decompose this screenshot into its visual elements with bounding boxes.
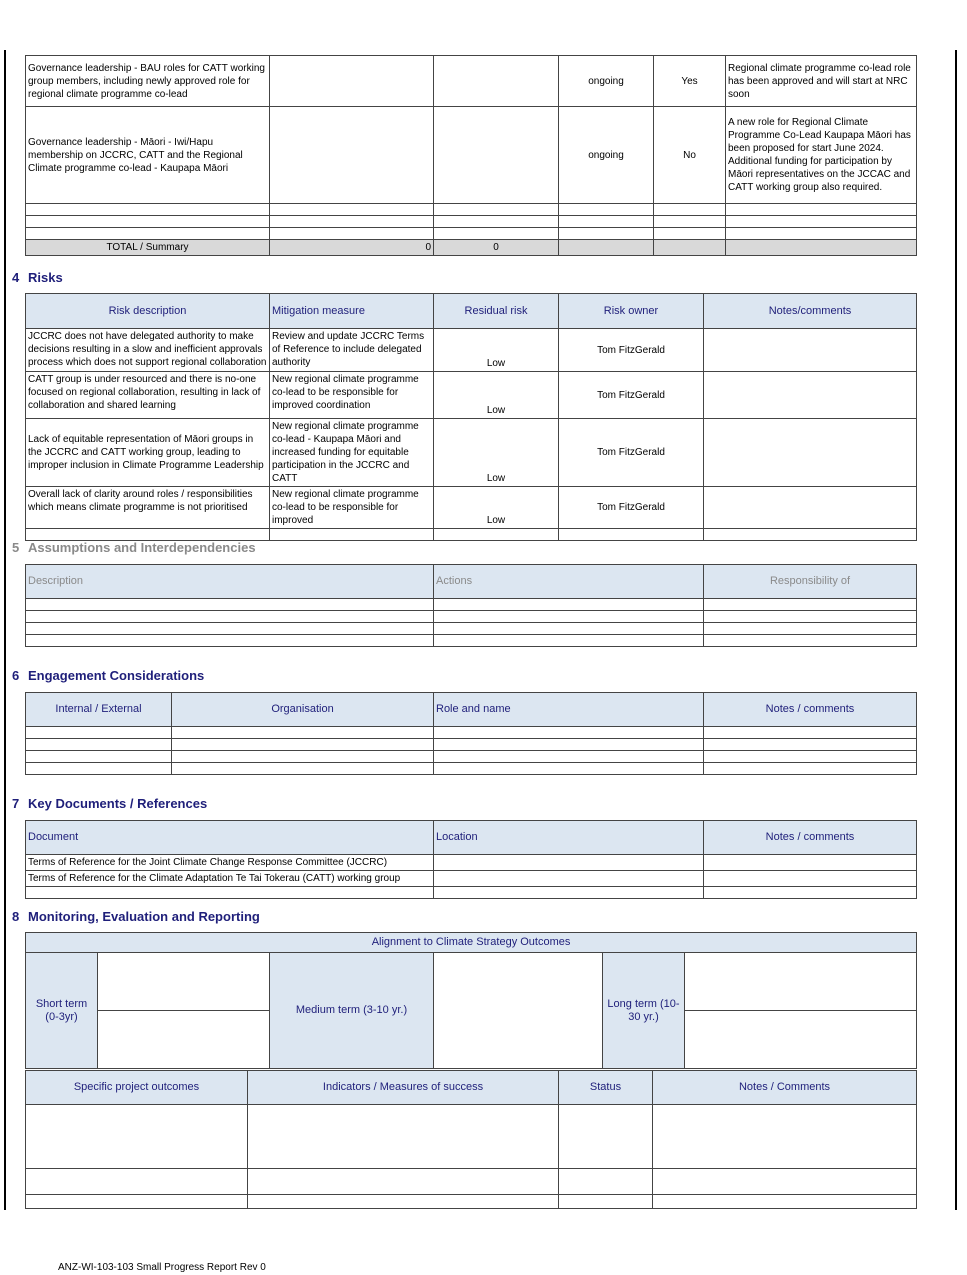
risk-description: CATT group is under resourced and there is no-one focused on regional collaboration, resulting in lack of collaboration and shared learning bbox=[26, 372, 270, 419]
governance-description: Governance leadership - Māori - Iwi/Hapu membership on JCCRC, CATT and the Regional Climate programme co-lead - Kaupapa Māori bbox=[26, 107, 270, 204]
document-footer: ANZ-WI-103-103 Small Progress Report Rev 0 bbox=[58, 1262, 266, 1273]
short-term-label: Short term (0-3yr) bbox=[26, 953, 98, 1069]
table-row bbox=[26, 419, 917, 487]
medium-term-label: Medium term (3-10 yr.) bbox=[270, 953, 434, 1069]
alignment-header: Alignment to Climate Strategy Outcomes bbox=[26, 933, 917, 953]
risk-owner: Tom FitzGerald bbox=[559, 419, 704, 487]
table-row bbox=[26, 487, 917, 529]
governance-status: ongoing bbox=[559, 107, 654, 204]
column-header: Description bbox=[26, 565, 434, 599]
column-header: Role and name bbox=[434, 693, 704, 727]
risks-table bbox=[25, 293, 917, 541]
right-margin-line bbox=[955, 50, 957, 1210]
governance-notes: A new role for Regional Climate Programme Co-Lead Kaupapa Māori has been proposed for start June 2024. Additional funding for participation by Māori representatives on the JCCAC and CATT working group also required. bbox=[726, 107, 917, 204]
column-header: Notes / comments bbox=[704, 821, 917, 855]
governance-cell bbox=[270, 107, 434, 204]
column-header: Risk description bbox=[26, 294, 270, 329]
documents-table bbox=[25, 820, 917, 899]
engagement-table bbox=[25, 692, 917, 775]
table-row bbox=[26, 751, 917, 763]
table-row bbox=[26, 871, 917, 887]
risk-residual: Low bbox=[434, 487, 559, 529]
risk-owner: Tom FitzGerald bbox=[559, 372, 704, 419]
table-header-row bbox=[26, 933, 917, 953]
document-name: Terms of Reference for the Climate Adaptation Te Tai Tokerau (CATT) working group bbox=[26, 871, 434, 887]
risk-residual: Low bbox=[434, 372, 559, 419]
risk-mitigation: Review and update JCCRC Terms of Reference to include delegated authority bbox=[270, 329, 434, 372]
table-row bbox=[26, 216, 917, 228]
table-row bbox=[26, 1169, 917, 1195]
risk-owner: Tom FitzGerald bbox=[559, 487, 704, 529]
column-header: Notes / comments bbox=[704, 693, 917, 727]
table-row bbox=[26, 1105, 917, 1169]
column-header: Document bbox=[26, 821, 434, 855]
table-header-row bbox=[26, 693, 917, 727]
risk-owner: Tom FitzGerald bbox=[559, 329, 704, 372]
risk-residual: Low bbox=[434, 419, 559, 487]
table-row bbox=[26, 739, 917, 751]
total-row bbox=[26, 240, 917, 256]
column-header: Status bbox=[559, 1071, 653, 1105]
column-header: Location bbox=[434, 821, 704, 855]
risk-mitigation: New regional climate programme co-lead - Kaupapa Māori and increased funding for equitable participation in the JCCRC and CATT bbox=[270, 419, 434, 487]
governance-cell bbox=[434, 107, 559, 204]
assumptions-table bbox=[25, 564, 917, 647]
governance-description: Governance leadership - BAU roles for CATT working group members, including newly approved role for regional climate programme co-lead bbox=[26, 56, 270, 107]
left-margin-line bbox=[4, 50, 6, 1210]
risk-notes bbox=[704, 419, 917, 487]
risk-description: Overall lack of clarity around roles / responsibilities which means climate programme is not prioritised bbox=[26, 487, 270, 529]
table-header-row bbox=[26, 1071, 917, 1105]
risk-mitigation: New regional climate programme co-lead to be responsible for improved bbox=[270, 487, 434, 529]
table-row bbox=[26, 611, 917, 623]
governance-cell bbox=[434, 56, 559, 107]
outcomes-table bbox=[25, 1070, 917, 1209]
total-value-a: 0 bbox=[270, 240, 434, 256]
section-title-monitoring: 8 Monitoring, Evaluation and Reporting bbox=[12, 909, 260, 924]
risk-description: Lack of equitable representation of Māori groups in the JCCRC and CATT working group, leading to improper inclusion in Climate Programme Leadership bbox=[26, 419, 270, 487]
table-row bbox=[26, 228, 917, 240]
column-header: Organisation bbox=[172, 693, 434, 727]
column-header: Internal / External bbox=[26, 693, 172, 727]
table-row bbox=[26, 763, 917, 775]
table-header-row bbox=[26, 565, 917, 599]
column-header: Specific project outcomes bbox=[26, 1071, 248, 1105]
table-row bbox=[26, 107, 917, 204]
total-label: TOTAL / Summary bbox=[26, 240, 270, 256]
table-row bbox=[26, 887, 917, 899]
column-header: Risk owner bbox=[559, 294, 704, 329]
table-row bbox=[26, 372, 917, 419]
alignment-table bbox=[25, 932, 917, 1069]
table-header-row bbox=[26, 821, 917, 855]
risk-notes bbox=[704, 487, 917, 529]
section-title-assumptions: 5 Assumptions and Interdependencies bbox=[12, 540, 256, 555]
table-row bbox=[26, 953, 917, 1011]
risk-residual: Low bbox=[434, 329, 559, 372]
section-title-documents: 7 Key Documents / References bbox=[12, 796, 208, 811]
section-title-risks: 4 Risks bbox=[12, 270, 63, 285]
long-term-label: Long term (10-30 yr.) bbox=[603, 953, 685, 1069]
column-header: Notes / Comments bbox=[653, 1071, 917, 1105]
table-row bbox=[26, 1195, 917, 1209]
table-row bbox=[26, 727, 917, 739]
table-row bbox=[26, 623, 917, 635]
governance-status: ongoing bbox=[559, 56, 654, 107]
table-row bbox=[26, 635, 917, 647]
governance-notes: Regional climate programme co-lead role has been approved and will start at NRC soon bbox=[726, 56, 917, 107]
risk-description: JCCRC does not have delegated authority to make decisions resulting in a slow and inefficient approvals process which does not support regional collaboration bbox=[26, 329, 270, 372]
table-row bbox=[26, 599, 917, 611]
governance-flag: Yes bbox=[654, 56, 726, 107]
total-value-b: 0 bbox=[434, 240, 559, 256]
risk-mitigation: New regional climate programme co-lead to be responsible for improved coordination bbox=[270, 372, 434, 419]
column-header: Responsibility of bbox=[704, 565, 917, 599]
column-header: Indicators / Measures of success bbox=[248, 1071, 559, 1105]
column-header: Residual risk bbox=[434, 294, 559, 329]
table-row bbox=[26, 56, 917, 107]
risk-notes bbox=[704, 372, 917, 419]
section-title-engagement: 6 Engagement Considerations bbox=[12, 668, 205, 683]
table-row bbox=[26, 204, 917, 216]
column-header: Mitigation measure bbox=[270, 294, 434, 329]
governance-flag: No bbox=[654, 107, 726, 204]
document-name: Terms of Reference for the Joint Climate Change Response Committee (JCCRC) bbox=[26, 855, 434, 871]
table-row bbox=[26, 529, 917, 541]
table-row bbox=[26, 855, 917, 871]
table-header-row bbox=[26, 294, 917, 329]
column-header: Actions bbox=[434, 565, 704, 599]
table-row bbox=[26, 329, 917, 372]
governance-cell bbox=[270, 56, 434, 107]
risk-notes bbox=[704, 329, 917, 372]
governance-table bbox=[25, 55, 917, 256]
column-header: Notes/comments bbox=[704, 294, 917, 329]
